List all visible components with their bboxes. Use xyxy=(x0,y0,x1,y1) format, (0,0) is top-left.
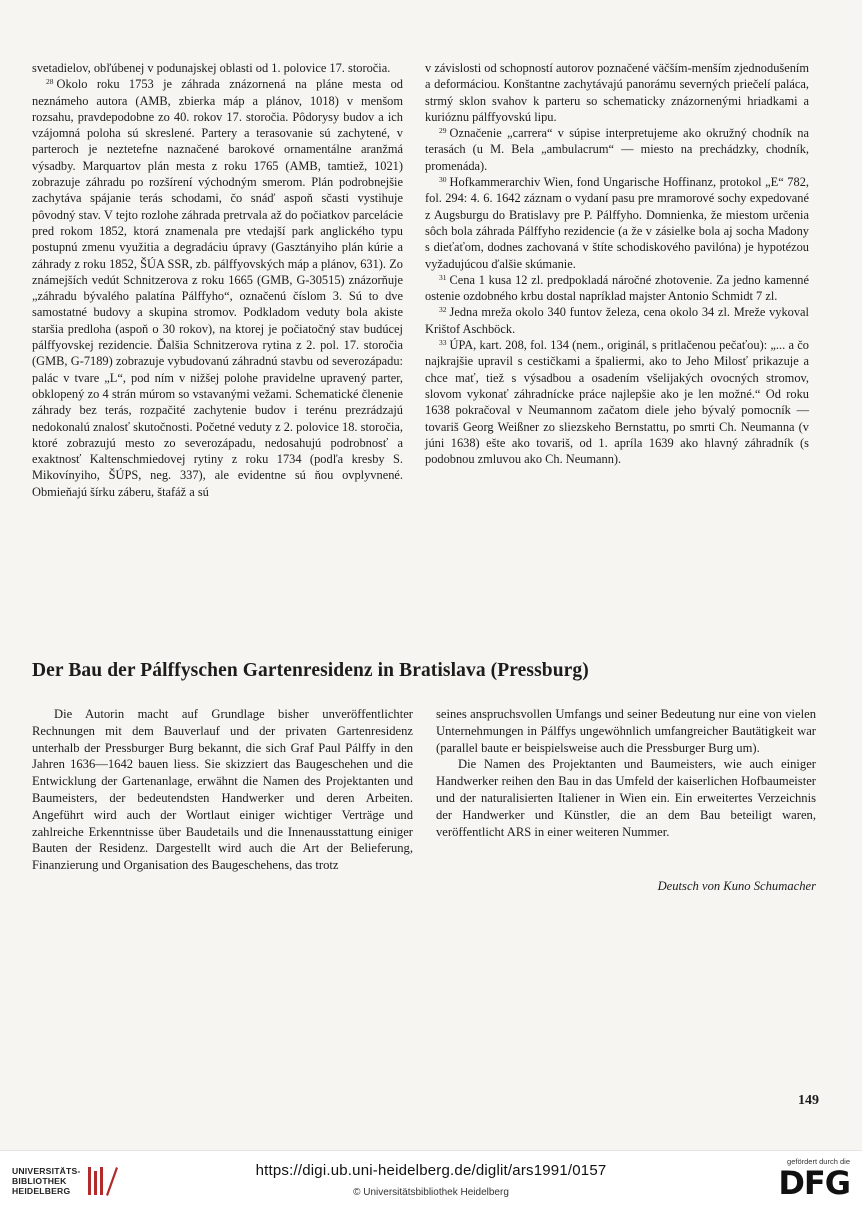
summary-paragraph: seines anspruchsvollen Umfangs und seiner Bedeutung nur eine von vielen Unternehmungen in Pálffys ungewöhnlich umfangreicher Bautätigkeit war (parallel baute er beispielsweise auch die Pressburger Burg um). xyxy=(436,707,816,755)
footnote-33 xyxy=(425,337,809,467)
viewer-footer xyxy=(0,1150,862,1210)
footnote-number: 31 xyxy=(439,272,447,282)
footnote-text: svetadielov, obľúbenej v podunajskej oblasti od 1. polovice 17. storočia. xyxy=(32,61,391,75)
footnote-number: 30 xyxy=(439,175,447,185)
footnote-28 xyxy=(32,76,403,500)
summary-left-column xyxy=(32,706,413,874)
footnote-text: Hofkammerarchiv Wien, fond Ungarische Hoffinanz, protokol „E“ 782, fol. 294: 4. 6. 1642 záznam o vydaní pasu pre mramorové sochy expedované z Augsburgu do Bratislavy pre P. Pálffyho. Domnienka, že miestom určenia sôch bola záhrada Pálffyho rezidencie (a že v zásielke bola aj socha Madony s dieťaťom, dodnes zachovaná v štíte schodiskového pavilóna) je hypotézou vyžadujúcou ďalšie skúmanie. xyxy=(425,175,809,271)
footnote-number: 28 xyxy=(46,77,54,87)
funding-caption: gefördert durch die xyxy=(787,1157,850,1166)
footnote-number: 32 xyxy=(439,305,447,315)
page-number: 149 xyxy=(798,1093,819,1108)
footnote-text: ÚPA, kart. 208, fol. 134 (nem., originál, s pritlačenou pečaťou): „... a čo najkrajšie upravil s cestičkami a špaliermi, ako to Jeho Milosť prikazuje a chce mať, tiež s výsadbou a osadením všelijakých ovocných stromov, slovom vykonať záhradnícke práce najlepšie ako je len možné.“ Od roku 1638 pokračoval v Neumannom začatom diele jeho bývalý pomocník — tovariš Georg Weißner zo sliezskeho Bernstattu, po smrti Ch. Neumanna (v júni 1638) ešte ako tovariš, od 1. apríla 1639 ako hlavný záhradník (s podobnou zmluvou ako Ch. Neumann). xyxy=(425,338,809,467)
copyright-notice: © Universitätsbibliothek Heidelberg xyxy=(353,1187,509,1198)
summary-paragraph: Die Namen des Projektanten und Baumeisters, wie auch einiger Handwerker reihen den Bau in das Umfeld der kaiserlichen Hofbaumeister und der naturalisierten Italiener in Wien ein. Ein erweitertes Verzeichnis der Handwerker und Künstler, die an dem Bau beteiligt waren, veröffentlicht ARS in einer weiteren Nummer. xyxy=(436,757,816,839)
footnote-number: 33 xyxy=(439,338,447,348)
dfg-logo[interactable]: DFG xyxy=(778,1164,850,1202)
summary-heading: Der Bau der Pálffyschen Gartenresidenz in Bratislava (Pressburg) xyxy=(32,660,589,681)
logo-line: HEIDELBERG xyxy=(12,1186,71,1196)
logo-line: UNIVERSITÄTS- xyxy=(12,1166,81,1176)
footnote-text: v závislosti od schopností autorov poznačené väčším-menším zjednodušením a deformáciou. Konštantne zachytávajú panorámu severných priečelí paláca, strmý sklon svahov k parteru so schematicky znázornenými hriadkami a kurióznu pálffyovskú lipu. xyxy=(425,61,809,124)
summary-paragraph: Die Autorin macht auf Grundlage bisher unveröffentlichter Rechnungen mit dem Bauverlauf und der privaten Gartenresidenz unterhalb der Pressburger Burg bekannt, die sich Graf Paul Pálffy in den Jahren 1636—1642 bauen liess. Sie skizziert das Baugeschehen und die Entwicklung der Gartenanlage, erwähnt die Namen des Projektanten und Baumeisters, der bedeutendsten Handwerker und deren Arbeiten. Angeführt wird auch der Wortlaut einiger wichtiger Verträge und zahlreiche Erkenntnisse über Baudetails und die Innenausstattung einiger Bauten der Residenz. Dargestellt wird auch die Art der Belieferung, Finanzierung und Organisation des Baugeschehens, das trotz xyxy=(32,707,413,873)
translator-credit: Deutsch von Kuno Schumacher xyxy=(657,879,816,893)
summary-right-column xyxy=(436,706,816,840)
footnote-text: Označenie „carrera“ v súpise interpretujeme ako okružný chodník na terasách (u M. Bela „ambulacrum“ — miesto na prechádzky, chodník, promenáda). xyxy=(425,126,809,173)
permalink-url[interactable]: https://digi.ub.uni-heidelberg.de/diglit/ars1991/0157 xyxy=(255,1162,607,1179)
footnote-text: Jedna mreža okolo 340 funtov železa, cena okolo 34 zl. Mreže vykoval Krištof Aschböck. xyxy=(425,305,809,336)
footnotes-right-column xyxy=(425,60,809,467)
footnotes-left-column xyxy=(32,60,403,500)
footnote-text: Okolo roku 1753 je záhrada znázornená na pláne mesta od neznámeho autora (AMB, zbierka máp a plánov, 1018) v menšom rozsahu, pravdepodobne zo 40. rokov 17. storočia. Pôdorysy budov a ich vzájomná poloha sú skreslené. Partery a terasovanie sú zachytené, v parteroch je neztetefne naznačené barokové ornamentálne aranžmá výsadby. Marquartov plán mesta z roku 1765 (AMB, tamtiež, 1021) zobrazuje záhradu po rozšírení východným smerom. Plán podrobnejšie zachytáva spájanie terás schodami, čo snáď aspoň sčasti vystihuje pôvodný stav. V tejto rozlohe záhrada pretrvala až do počiatkov parcelácie pred rokom 1852, ktorá znamenala pre vtedajší park anglického typu postupnú zmenu využitia a degradáciu úpravy (Gasztányiho plán kúrie a záhrady z roku 1852, ŠÚA SSR, zb. pálffyovských máp a plánov, 631). Zo známejších vedút Schnitzerova z roku 1665 (GMB, G-30515) znázorňuje „záhradu bývalého palatína Pálffyho“, označenú číslom 3. Sú to dve samostatné budovy a skupina stromov. Podkladom veduty bola akiste staršia predloha (aspoň o 30 rokov), na ktorej je počiatočný stav budúcej pálffyovskej rezidencie. Ďalšia Schnitzerova rytina z 2. pol. 17. storočia (GMB, G-7189) zobrazuje vybudovanú záhradnú stavbu od severozápadu: palác v tvare „L“, pod ním v nižšej polohe pravidelne upravený parter, obklopený zo 4 strán múrom so vstavanými vežami. Schematické členenie záhrady bez terás, rozpačité zachytenie budov i terénu prezrádzajú nedokonalú znalosť skutočnosti. Početné veduty z 2. polovice 18. storočia, ktoré zobrazujú mesto zo severozápadu, nedosahujú podrobnosť a exaktnosť Kaltenschmiedovej rytiny z roku 1734 (podľa kresby S. Mikovínyiho, ŠÚPS, neg. 337), ale evidentne sú ňou ovplyvnené. Obmieňajú šírku záberu, štafáž a sú xyxy=(32,77,403,499)
logo-line: BIBLIOTHEK xyxy=(12,1176,67,1186)
footnote-29 xyxy=(425,125,809,174)
footnote-32 xyxy=(425,304,809,337)
footnote-30 xyxy=(425,174,809,272)
footnote-31 xyxy=(425,272,809,305)
footnote-number: 29 xyxy=(439,126,447,136)
footnote-continuation xyxy=(32,60,403,76)
footnote-text: Cena 1 kusa 12 zl. predpokladá náročné zhotovenie. Za jedno kamenné ostenie ozdobného krbu dostal napríklad majster Antonio Schmidt 7 zl. xyxy=(425,272,809,304)
footnote-continuation xyxy=(425,60,809,125)
